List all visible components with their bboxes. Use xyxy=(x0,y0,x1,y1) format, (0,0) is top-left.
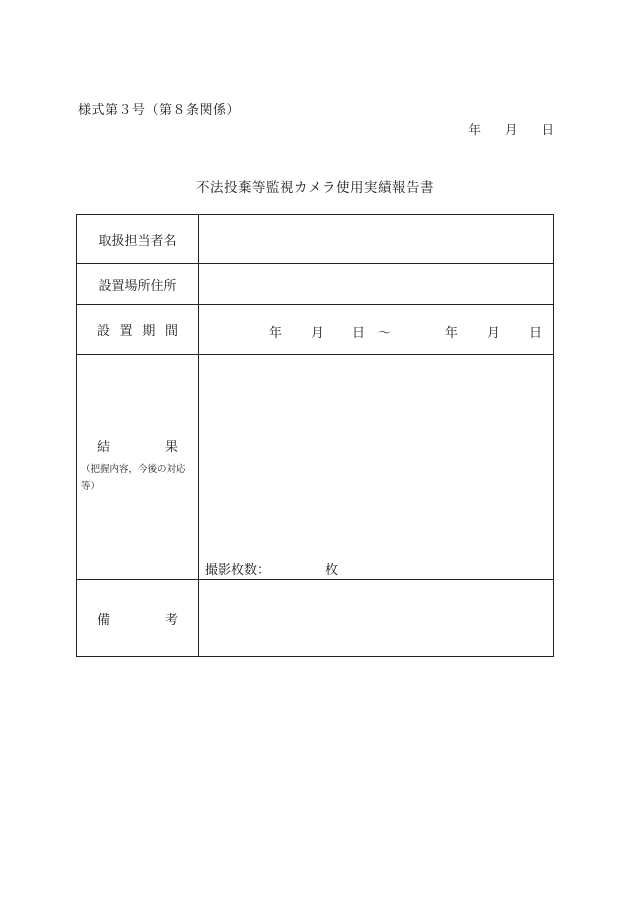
result-sublabel: （把握内容，今後の対応等） xyxy=(81,463,186,492)
date-year-label: 年 xyxy=(468,122,481,137)
remarks-field[interactable] xyxy=(199,580,554,657)
start-month-label: 月 xyxy=(311,326,325,341)
result-label xyxy=(77,355,199,580)
remarks-label-char: 考 xyxy=(164,612,178,628)
document-title: 不法投棄等監視カメラ使用実績報告書 xyxy=(196,180,434,196)
period-separator: 〜 xyxy=(378,326,392,341)
period-row xyxy=(77,305,554,355)
shots-label: 撮影枚数： xyxy=(205,563,271,578)
remarks-label xyxy=(77,580,199,657)
start-year-label: 年 xyxy=(269,326,283,341)
result-label-char: 結 xyxy=(97,439,111,455)
form-number: 様式第３号（第８条関係） xyxy=(78,103,241,118)
officer-row xyxy=(77,215,554,264)
period-field[interactable] xyxy=(199,305,554,355)
end-month-label: 月 xyxy=(487,326,501,341)
period-label-char: 間 xyxy=(164,324,178,339)
shots-unit: 枚 xyxy=(325,563,339,578)
address-field[interactable] xyxy=(199,264,554,305)
period-label-char: 期 xyxy=(142,324,156,339)
result-field[interactable] xyxy=(199,355,554,580)
result-row xyxy=(77,355,554,580)
period-label xyxy=(77,305,199,355)
date-day-label: 日 xyxy=(541,122,554,137)
start-day-label: 日 xyxy=(352,326,366,341)
date-month-label: 月 xyxy=(504,122,518,137)
address-row xyxy=(77,264,554,305)
end-day-label: 日 xyxy=(529,326,543,341)
officer-label: 取扱担当者名 xyxy=(77,215,199,264)
report-table xyxy=(76,214,554,657)
remarks-label-char: 備 xyxy=(97,612,111,628)
result-label-char: 果 xyxy=(164,439,178,455)
period-label-char: 設 xyxy=(97,324,111,339)
officer-field[interactable] xyxy=(199,215,554,264)
end-year-label: 年 xyxy=(445,326,459,341)
document-date xyxy=(468,120,554,138)
period-label-char: 置 xyxy=(119,324,133,339)
address-label: 設置場所住所 xyxy=(77,264,199,305)
remarks-row xyxy=(77,580,554,657)
